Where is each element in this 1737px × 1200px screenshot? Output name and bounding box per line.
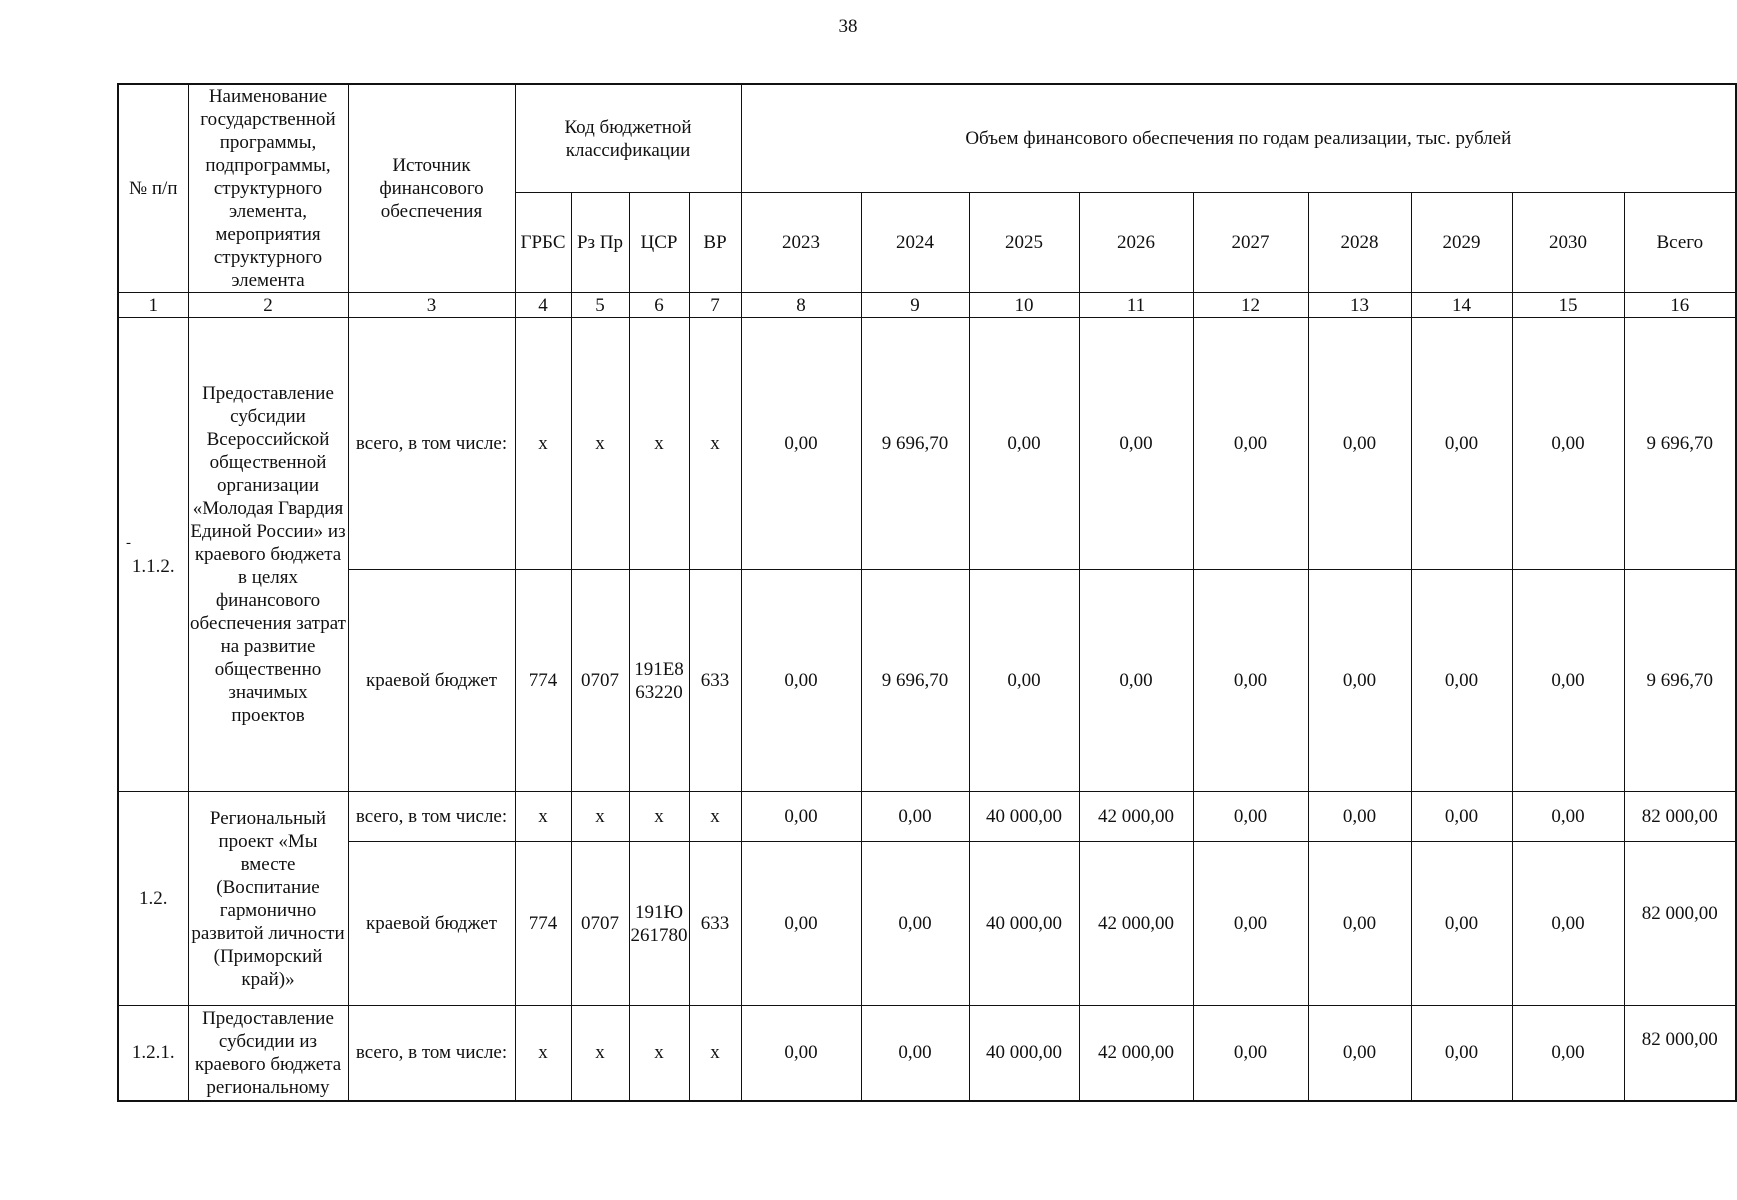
code-csr: х [629,1006,689,1101]
value-2029: 0,00 [1411,842,1512,1006]
value-2023: 0,00 [741,842,861,1006]
code-grbs: х [515,792,571,842]
row-source: всего, в том числе: [348,318,515,570]
column-number: 16 [1624,293,1736,318]
column-number: 10 [969,293,1079,318]
column-number: 14 [1411,293,1512,318]
header-source: Источник финансового обеспечения [348,84,515,293]
column-number: 12 [1193,293,1308,318]
header-code-group: Код бюджетной классификации [515,84,741,193]
page-number: 38 [838,16,858,37]
value-2026: 0,00 [1079,570,1193,792]
value-2028: 0,00 [1308,842,1411,1006]
column-number: 13 [1308,293,1411,318]
scan-mark: - [126,534,131,551]
value-2028: 0,00 [1308,792,1411,842]
table-row [118,842,1736,1006]
code-vr: х [689,318,741,570]
header-year-2028: 2028 [1308,193,1411,293]
value-2026: 42 000,00 [1079,1006,1193,1101]
table-row [118,1006,1736,1101]
value-2023: 0,00 [741,792,861,842]
value-total: 82 000,00 [1624,1006,1736,1101]
value-2030: 0,00 [1512,842,1624,1006]
value-2029: 0,00 [1411,1006,1512,1101]
value-2029: 0,00 [1411,318,1512,570]
value-2023: 0,00 [741,570,861,792]
code-rzpr: х [571,792,629,842]
value-2026: 42 000,00 [1079,842,1193,1006]
header-year-2027: 2027 [1193,193,1308,293]
header-year-2026: 2026 [1079,193,1193,293]
header-row-top [118,84,1736,193]
value-2024: 0,00 [861,1006,969,1101]
code-grbs: 774 [515,570,571,792]
row-number-text: 1.1.2. [131,555,175,577]
value-2025: 40 000,00 [969,1006,1079,1101]
header-grbs: ГРБС [515,193,571,293]
value-total: 9 696,70 [1624,318,1736,570]
row-number: 1.2. [118,792,188,1006]
header-total: Всего [1624,193,1736,293]
value-2024: 0,00 [861,792,969,842]
value-2026: 0,00 [1079,318,1193,570]
value-2029: 0,00 [1411,570,1512,792]
row-name: Предоставление субсидии Всероссийской общественной организации «Молодая Гвардия Единой России» из краевого бюджета в целях финансового обеспечения затрат на развитие общественно значимых проектов [188,318,348,792]
code-rzpr: х [571,318,629,570]
header-rzpr: Рз Пр [571,193,629,293]
value-total: 9 696,70 [1624,570,1736,792]
value-2029: 0,00 [1411,792,1512,842]
table-row [118,792,1736,842]
value-2027: 0,00 [1193,1006,1308,1101]
code-vr: х [689,792,741,842]
header-year-2023: 2023 [741,193,861,293]
row-number [118,318,188,792]
code-rzpr: 0707 [571,842,629,1006]
row-name: Предоставление субсидии из краевого бюджета региональному [188,1006,348,1101]
column-number: 7 [689,293,741,318]
value-2026: 42 000,00 [1079,792,1193,842]
value-2027: 0,00 [1193,842,1308,1006]
header-csr: ЦСР [629,193,689,293]
value-2027: 0,00 [1193,318,1308,570]
header-year-2029: 2029 [1411,193,1512,293]
value-2028: 0,00 [1308,1006,1411,1101]
value-2025: 0,00 [969,318,1079,570]
row-number: 1.2.1. [118,1006,188,1101]
column-number: 6 [629,293,689,318]
header-year-2024: 2024 [861,193,969,293]
value-2030: 0,00 [1512,1006,1624,1101]
table-row [118,570,1736,792]
value-2028: 0,00 [1308,318,1411,570]
column-number-row [118,293,1736,318]
row-source: всего, в том числе: [348,1006,515,1101]
code-vr: 633 [689,570,741,792]
value-2028: 0,00 [1308,570,1411,792]
value-2027: 0,00 [1193,792,1308,842]
code-vr: х [689,1006,741,1101]
value-2030: 0,00 [1512,792,1624,842]
header-year-2025: 2025 [969,193,1079,293]
code-csr: 191Ю261780 [629,842,689,1006]
code-grbs: х [515,318,571,570]
table-row [118,318,1736,570]
header-no: № п/п [118,84,188,293]
value-2023: 0,00 [741,1006,861,1101]
row-source: краевой бюджет [348,842,515,1006]
value-2027: 0,00 [1193,570,1308,792]
column-number: 5 [571,293,629,318]
value-2025: 0,00 [969,570,1079,792]
code-csr: х [629,318,689,570]
value-2025: 40 000,00 [969,842,1079,1006]
code-vr: 633 [689,842,741,1006]
row-name: Региональный проект «Мы вместе (Воспитание гармонично развитой личности (Приморский край)» [188,792,348,1006]
code-csr: 191Е863220 [629,570,689,792]
column-number: 3 [348,293,515,318]
column-number: 1 [118,293,188,318]
value-2030: 0,00 [1512,570,1624,792]
code-csr: х [629,792,689,842]
column-number: 2 [188,293,348,318]
row-source: краевой бюджет [348,570,515,792]
header-vr: ВР [689,193,741,293]
code-grbs: 774 [515,842,571,1006]
code-grbs: х [515,1006,571,1101]
financing-table [117,83,1737,1102]
code-rzpr: х [571,1006,629,1101]
column-number: 11 [1079,293,1193,318]
value-2024: 9 696,70 [861,318,969,570]
value-total: 82 000,00 [1624,792,1736,842]
value-2030: 0,00 [1512,318,1624,570]
value-2023: 0,00 [741,318,861,570]
column-number: 4 [515,293,571,318]
column-number: 15 [1512,293,1624,318]
header-volume-group: Объем финансового обеспечения по годам реализации, тыс. рублей [741,84,1736,193]
value-2024: 9 696,70 [861,570,969,792]
row-source: всего, в том числе: [348,792,515,842]
value-2024: 0,00 [861,842,969,1006]
column-number: 8 [741,293,861,318]
value-2025: 40 000,00 [969,792,1079,842]
header-year-2030: 2030 [1512,193,1624,293]
value-total: 82 000,00 [1624,842,1736,1006]
column-number: 9 [861,293,969,318]
code-rzpr: 0707 [571,570,629,792]
header-name: Наименование государственной программы, подпрограммы, структурного элемента, мероприятия структурного элемента [188,84,348,293]
